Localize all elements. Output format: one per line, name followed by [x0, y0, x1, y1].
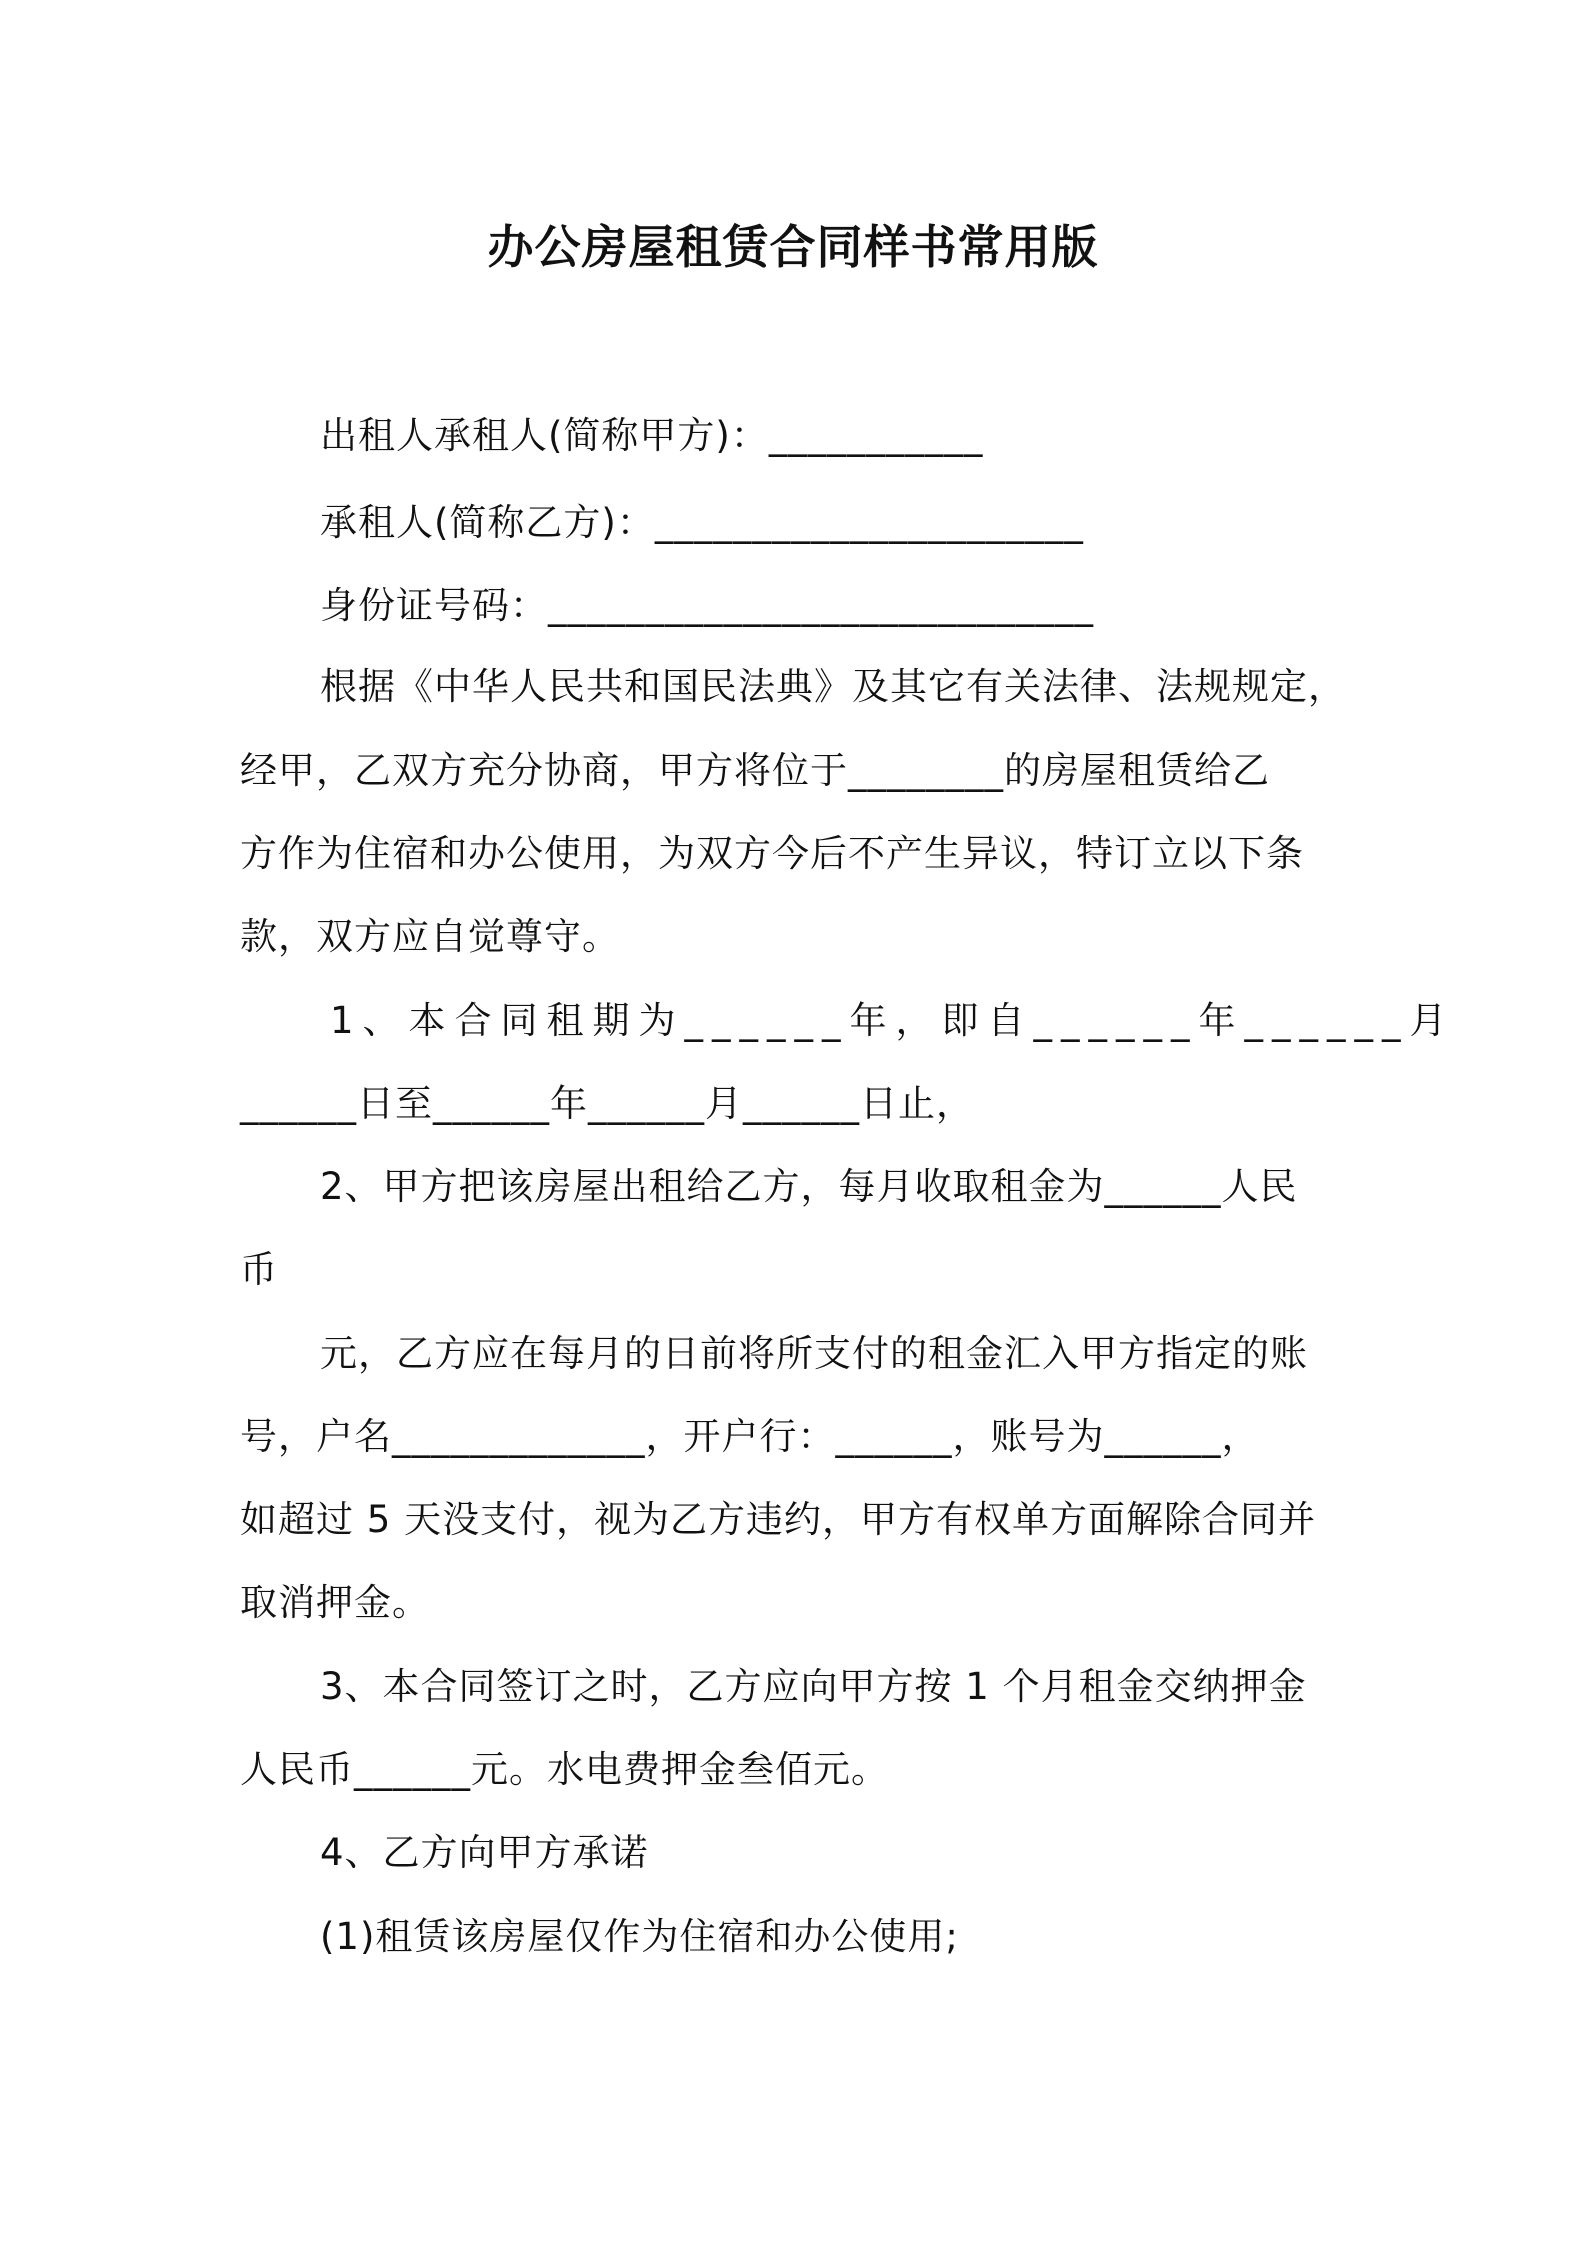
preamble-line-1: 根据《中华人民共和国民法典》及其它有关法律、法规规定， [320, 665, 1346, 708]
clause-2-line-6: 取消押金。 [240, 1581, 430, 1624]
clause-3-line-2: 人民币______元。水电费押金叁佰元。 [240, 1748, 889, 1791]
document-title: 办公房屋租赁合同样书常用版 [487, 220, 1099, 274]
preamble-line-2: 经甲，乙双方充分协商，甲方将位于________的房屋租赁给乙 [240, 749, 1270, 792]
clause-2-line-4: 号，户名_____________，开户行：______，账号为______， [240, 1415, 1260, 1458]
preamble-line-3: 方作为住宿和办公使用，为双方今后不产生异议，特订立以下条 [240, 832, 1304, 875]
lessor-line: 出租人承租人(简称甲方)：___________ [320, 414, 984, 457]
clause-3-line-1: 3、本合同签订之时，乙方应向甲方按 1 个月租金交纳押金 [320, 1665, 1307, 1708]
clause-4-heading: 4、乙方向甲方承诺 [320, 1831, 649, 1874]
clause-1-line-1: 1、本合同租期为______年，即自______年______月 [330, 999, 1456, 1042]
clause-2-line-5: 如超过 5 天没支付，视为乙方违约，甲方有权单方面解除合同并 [240, 1498, 1317, 1541]
clause-2-line-1: 2、甲方把该房屋出租给乙方，每月收取租金为______人民 [320, 1165, 1298, 1208]
clause-2-line-3: 元，乙方应在每月的日前将所支付的租金汇入甲方指定的账 [320, 1332, 1308, 1375]
id-number-line: 身份证号码：____________________________ [320, 584, 1094, 627]
preamble-line-4: 款，双方应自觉尊守。 [240, 915, 620, 958]
lessee-line: 承租人(简称乙方)：______________________ [320, 501, 1084, 544]
clause-1-line-2: ______日至______年______月______日止， [240, 1082, 974, 1125]
clause-2-line-2: 币 [240, 1248, 278, 1291]
clause-4-item-1: (1)租赁该房屋仅作为住宿和办公使用; [320, 1915, 959, 1958]
